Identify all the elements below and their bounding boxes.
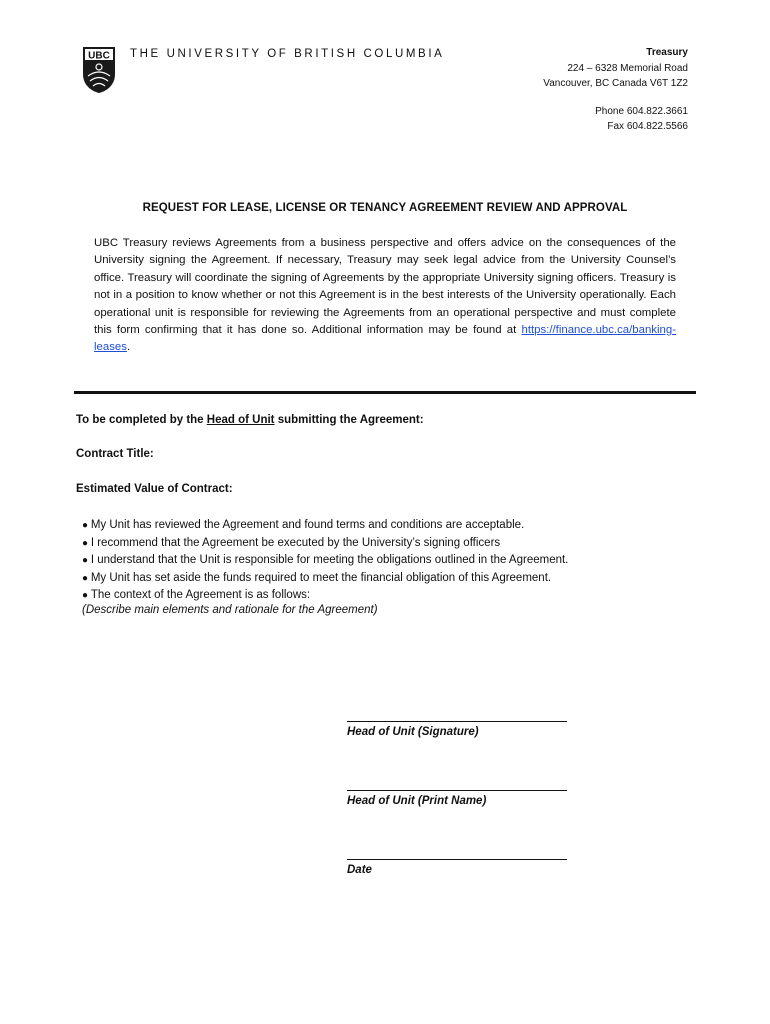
- intro-paragraph: [94, 235, 676, 357]
- describe-note: (Describe main elements and rationale for the Agreement): [82, 604, 378, 616]
- university-name: THE UNIVERSITY OF BRITISH COLUMBIA: [130, 48, 445, 60]
- logo-text: UBC: [88, 50, 110, 62]
- signature-line[interactable]: [347, 721, 567, 722]
- street-address: 224 – 6328 Memorial Road: [567, 62, 688, 74]
- ubc-crest-logo: [82, 46, 116, 94]
- date-label: Date: [347, 864, 372, 876]
- date-line[interactable]: [347, 859, 567, 860]
- completed-by-heading: To be completed by the Head of Unit submitting the Agreement:: [76, 414, 424, 426]
- banking-leases-link[interactable]: https://finance.ubc.ca/banking-leases: [94, 324, 676, 354]
- document-title: REQUEST FOR LEASE, LICENSE OR TENANCY AGREEMENT REVIEW AND APPROVAL: [142, 202, 628, 214]
- phone-number: Phone 604.822.3661: [595, 105, 688, 117]
- print-name-label: Head of Unit (Print Name): [347, 795, 487, 807]
- list-item: ● I recommend that the Agreement be executed by the University’s signing officers: [82, 535, 568, 553]
- confirmation-bullet-list: [82, 517, 568, 605]
- list-item: ● The context of the Agreement is as follows:: [82, 587, 568, 605]
- list-item: ● I understand that the Unit is responsible for meeting the obligations outlined in the Agreement.: [82, 552, 568, 570]
- list-item: ● My Unit has set aside the funds required to meet the financial obligation of this Agreement.: [82, 570, 568, 588]
- intro-text: UBC Treasury reviews Agreements from a business perspective and offers advice on the consequences of the University signing the Agreement. If necessary, Treasury may seek legal advice from the University Counsel’s office. Treasury will coordinate the signing of Agreements by the appropriate University signing officers. Treasury is not in a position to know whether or not this Agreement is in the best interests of the University operationally. Each operational unit is responsible for reviewing the Agreements from an operational perspective and must complete this form confirming that it has done so. Additional information may be found at: [94, 237, 676, 337]
- intro-suffix: .: [126, 341, 131, 354]
- city-address: Vancouver, BC Canada V6T 1Z2: [543, 78, 688, 89]
- list-item: ● My Unit has reviewed the Agreement and found terms and conditions are acceptable.: [82, 517, 568, 535]
- estimated-value-label: Estimated Value of Contract:: [76, 483, 233, 495]
- signature-label: Head of Unit (Signature): [347, 726, 479, 738]
- print-name-line[interactable]: [347, 790, 567, 791]
- contract-title-label: Contract Title:: [76, 448, 154, 460]
- head-of-unit-emphasis: Head of Unit: [206, 414, 275, 426]
- department-name: Treasury: [646, 47, 688, 58]
- fax-number: Fax 604.822.5566: [607, 121, 688, 132]
- section-divider: [74, 391, 696, 394]
- treasury-address-block: [543, 45, 688, 135]
